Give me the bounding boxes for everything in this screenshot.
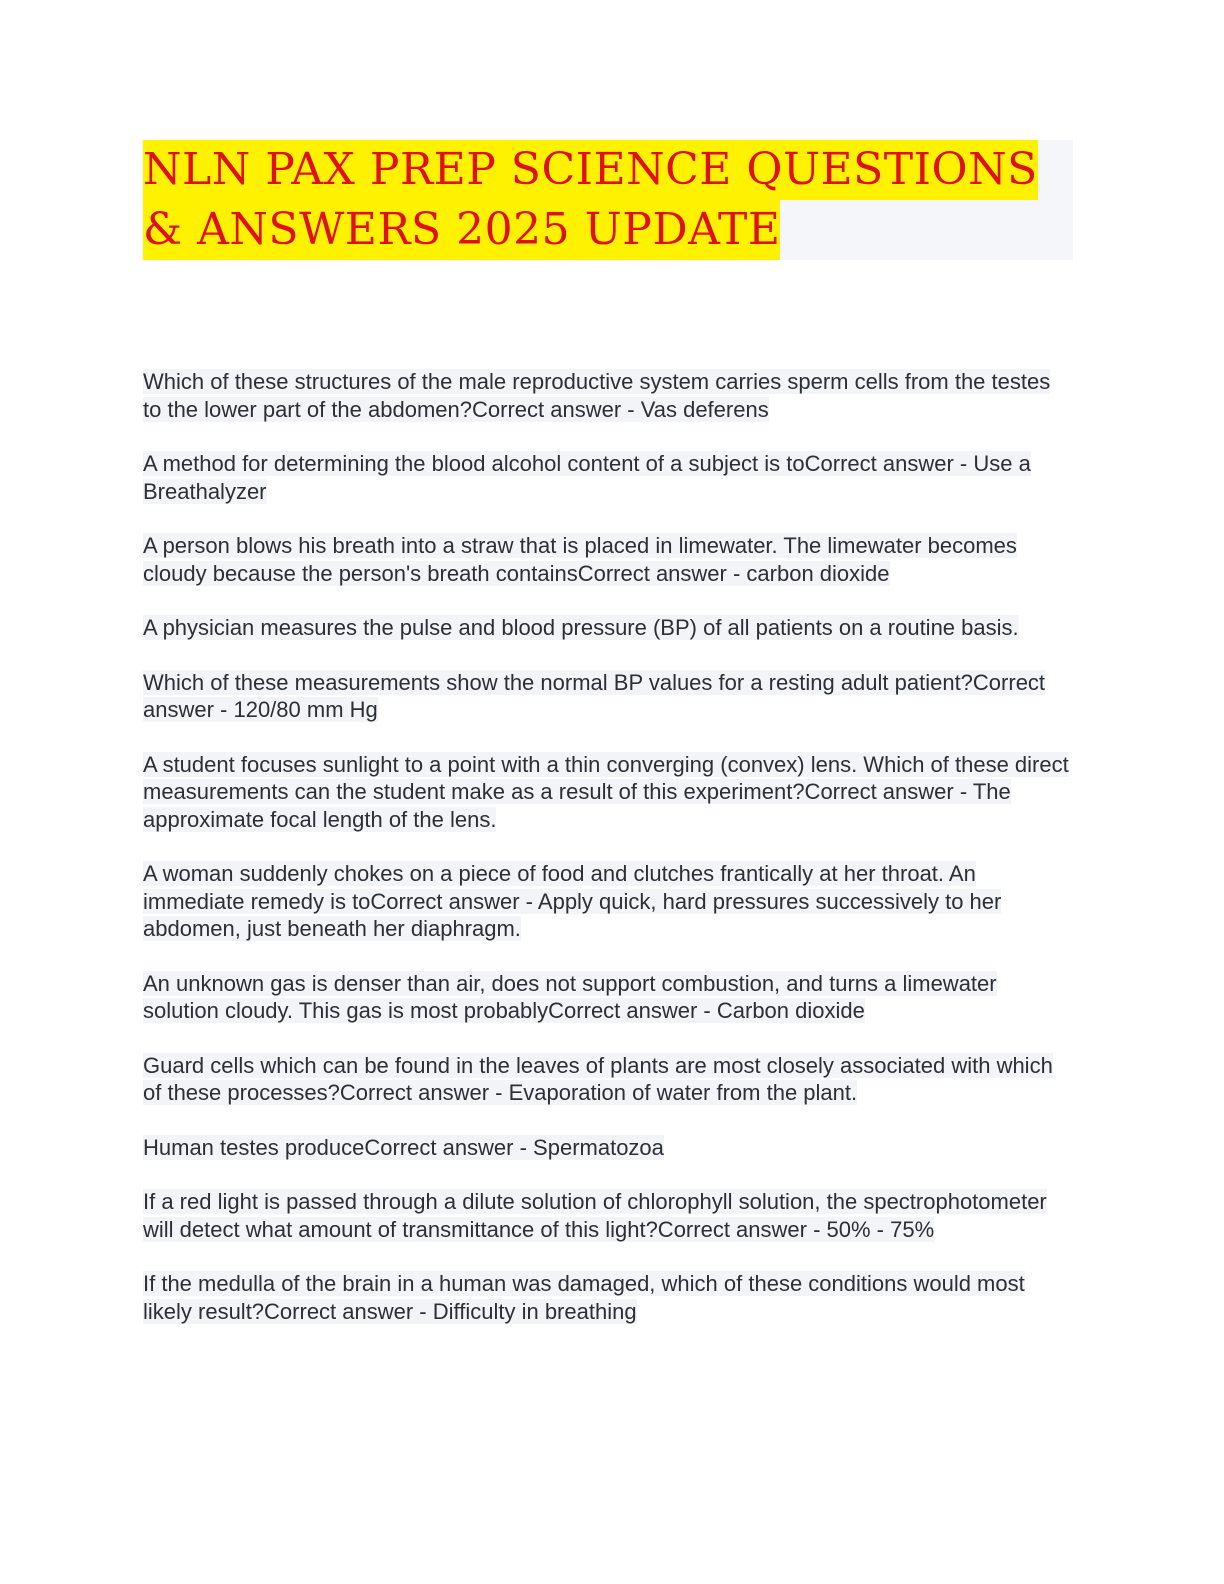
qa-item [143,614,1073,642]
qa-item [143,970,1073,1025]
qa-text: Which of these measurements show the normal BP values for a resting adult patient?Correct answer - 120/80 mm Hg [143,669,1046,722]
qa-text: A person blows his breath into a straw that is placed in limewater. The limewater becomes cloudy because the person's breath containsCorrect answer - carbon dioxide [143,533,1017,586]
qa-text: Human testes produceCorrect answer - Spermatozoa [143,1134,664,1160]
title-line-2: & ANSWERS 2025 UPDATE [143,200,780,260]
qa-item [143,860,1073,943]
title-line-1: NLN PAX PREP SCIENCE QUESTIONS [143,140,1038,200]
qa-item [143,1134,1073,1162]
qa-item [143,1188,1073,1243]
qa-text: Guard cells which can be found in the leaves of plants are most closely associated with which of these processes?Correct answer - Evaporation of water from the plant. [143,1052,1053,1105]
qa-text: A physician measures the pulse and blood pressure (BP) of all patients on a routine basis. [143,615,1019,640]
document-title [143,140,1073,260]
qa-text: A woman suddenly chokes on a piece of food and clutches frantically at her throat. An immediate remedy is toCorrect answer - Apply quick, hard pressures successively to her abdomen, just beneath her diaphragm. [143,861,1002,941]
qa-item [143,450,1073,505]
qa-item [143,1270,1073,1325]
qa-item [143,669,1073,724]
qa-text: A method for determining the blood alcohol content of a subject is toCorrect answer - Use a Breathalyzer [143,451,1031,504]
qa-item [143,751,1073,834]
qa-text: If a red light is passed through a dilute solution of chlorophyll solution, the spectrophotometer will detect what amount of transmittance of this light?Correct answer - 50% - 75% [143,1189,1047,1242]
document-page [143,140,1073,1352]
qa-text: If the medulla of the brain in a human was damaged, which of these conditions would most likely result?Correct answer - Difficulty in breathing [143,1271,1025,1324]
qa-item [143,1052,1073,1107]
qa-list [143,368,1073,1325]
qa-text: An unknown gas is denser than air, does not support combustion, and turns a limewater solution cloudy. This gas is most probablyCorrect answer - Carbon dioxide [143,970,997,1023]
qa-item [143,368,1073,423]
qa-text: A student focuses sunlight to a point with a thin converging (convex) lens. Which of these direct measurements can the student make as a result of this experiment?Correct answer - The approximate focal length of the lens. [143,751,1069,832]
qa-text: Which of these structures of the male reproductive system carries sperm cells from the testes to the lower part of the abdomen?Correct answer - Vas deferens [143,369,1051,422]
qa-item [143,532,1073,587]
